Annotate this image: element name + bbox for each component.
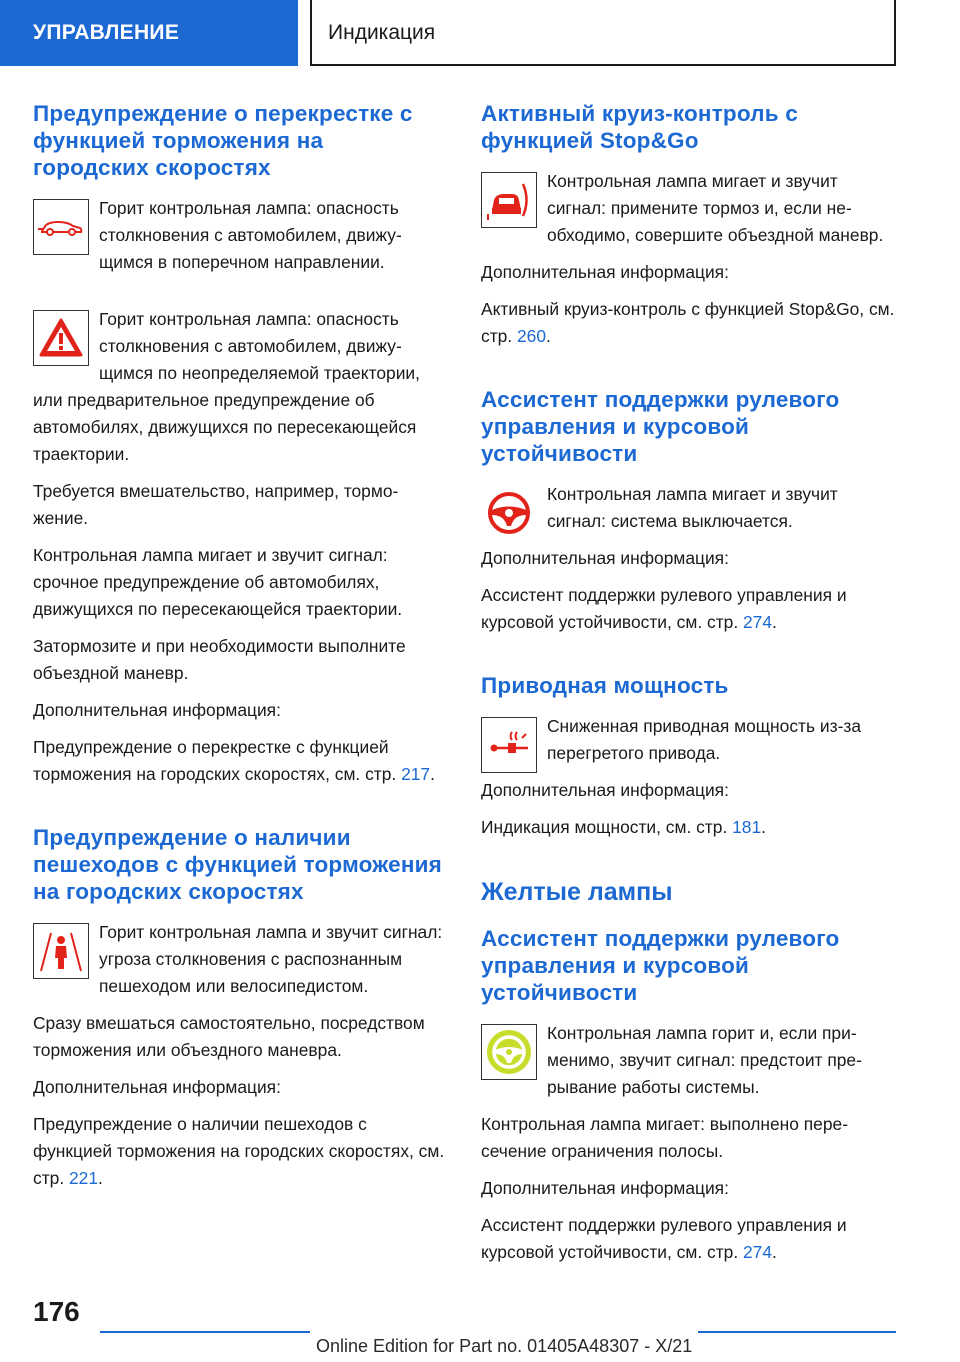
lamp-description: Контрольная лампа горит и, если применимо, звучит сигнал: предстоит прерывание работы системы. (547, 1023, 862, 1097)
section-title: Предупреждение о перекрестке с функцией торможения на городских скоростях (33, 101, 413, 180)
section-tab[interactable]: УПРАВЛЕНИЕ (0, 0, 298, 66)
lamp-description: Горит контрольная лампа: опасность столкновения с автомобилем, движущимся по неопределяемой траектории, или предварительное предупреждение об автомобилях, движущихся по пересекающейся траектории. (33, 309, 420, 464)
page-link[interactable]: 217 (401, 764, 431, 784)
section-title: Приводная мощность (481, 673, 729, 698)
reference-text: Активный круиз-контроль с функцией Stop&Go, см. стр. (481, 299, 895, 346)
reference-paragraph: Предупреждение о наличии пешеходов с функцией торможения на городских скоростях, см. стр. 221. (33, 1114, 445, 1188)
paragraph: Дополнительная информация: (33, 1077, 281, 1097)
reference-paragraph: Ассистент поддержки рулевого управления и курсовой устойчивости, см. стр. 274. (481, 1215, 847, 1262)
left-column (33, 100, 445, 1202)
chapter-subheading: Желтые лампы (481, 878, 673, 906)
section-title: Ассистент поддержки рулевого управления и курсовой устойчивости (481, 926, 840, 1005)
page-link[interactable]: 274 (743, 612, 773, 632)
page-number: 176 (33, 1296, 80, 1327)
paragraph: Сразу вмешаться самостоятельно, посредством торможения или объездного маневра. (33, 1013, 425, 1060)
lamp-block (481, 481, 896, 582)
reference-text: Ассистент поддержки рулевого управления и курсовой устойчивости, см. стр. (481, 585, 847, 632)
reference-text: Индикация мощности, см. стр. (481, 817, 728, 837)
reference-text: Ассистент поддержки рулевого управления и курсовой устойчивости, см. стр. (481, 1215, 847, 1262)
warning-triangle-icon (33, 310, 89, 366)
cruise-control-warning-icon (481, 172, 537, 228)
lamp-description: Сниженная приводная мощность из-за перегретого привода. (547, 716, 862, 763)
reference-paragraph: Ассистент поддержки рулевого управления и курсовой устойчивости, см. стр. 274. (481, 585, 847, 632)
section-title: Активный круиз-контроль с функцией Stop&Go (481, 101, 798, 153)
car-collision-lamp-icon (33, 199, 89, 255)
page-link[interactable]: 274 (743, 1242, 773, 1262)
lamp-description: Горит контрольная лампа и звучит сигнал: угроза столкновения с распознанным пешеходом или велосипедистом. (99, 922, 443, 996)
lamp-block (33, 919, 445, 1010)
paragraph: Дополнительная информация: (481, 1178, 729, 1198)
page-link[interactable]: 260 (517, 326, 547, 346)
lamp-description: Контрольная лампа мигает и звучит сигнал: система выключается. (547, 484, 838, 531)
page-link[interactable]: 181 (732, 817, 762, 837)
edition-footer: Online Edition for Part no. 01405A48307 - X/21 (310, 1330, 698, 1362)
pedestrian-lamp-icon (33, 923, 89, 979)
paragraph: Дополнительная информация: (481, 780, 729, 800)
lamp-description: Горит контрольная лампа: опасность столкновения с автомобилем, движущимся в поперечном направлении. (99, 198, 402, 272)
lamp-block (33, 306, 445, 478)
paragraph: Затормозите и при необходимости выполните объездной маневр. (33, 636, 406, 683)
reference-paragraph: Индикация мощности, см. стр. 181. (481, 817, 766, 837)
paragraph: Дополнительная информация: (33, 700, 281, 720)
right-column (481, 100, 896, 1276)
reference-paragraph: Предупреждение о перекрестке с функцией торможения на городских скоростях, см. стр. 217. (33, 737, 435, 784)
paragraph: Дополнительная информация: (481, 548, 729, 568)
lamp-block (481, 168, 896, 259)
reference-text: Предупреждение о наличии пешеходов с функцией торможения на городских скоростях, см. стр. (33, 1114, 445, 1188)
section-title: Ассистент поддержки рулевого управления и курсовой устойчивости (481, 387, 840, 466)
drive-power-reduced-icon (481, 717, 537, 773)
lamp-block (481, 713, 896, 814)
paragraph: Дополнительная информация: (481, 262, 729, 282)
section-title: Предупреждение о наличии пешеходов с функцией торможения на городских скоростях (33, 825, 442, 904)
page-link[interactable]: 221 (69, 1168, 99, 1188)
chapter-title: Индикация (310, 0, 896, 66)
reference-paragraph: Активный круиз-контроль с функцией Stop&Go, см. стр. 260. (481, 299, 895, 346)
lamp-block (481, 1020, 896, 1111)
paragraph: Контрольная лампа мигает и звучит сигнал: срочное предупреждение об автомобилях, движущихся по пересекающейся траектории. (33, 545, 403, 619)
paragraph: Требуется вмешательство, например, торможение. (33, 481, 399, 528)
steering-wheel-yellow-icon (481, 1024, 537, 1080)
paragraph: Контрольная лампа мигает: выполнено пересечение ограничения полосы. (481, 1114, 848, 1161)
lamp-block (33, 195, 445, 286)
lamp-description: Контрольная лампа мигает и звучит сигнал: примените тормоз и, если необходимо, совершите объездной маневр. (547, 171, 884, 245)
steering-wheel-red-icon (481, 485, 537, 541)
reference-text: Предупреждение о перекрестке с функцией торможения на городских скоростях, см. стр. (33, 737, 397, 784)
